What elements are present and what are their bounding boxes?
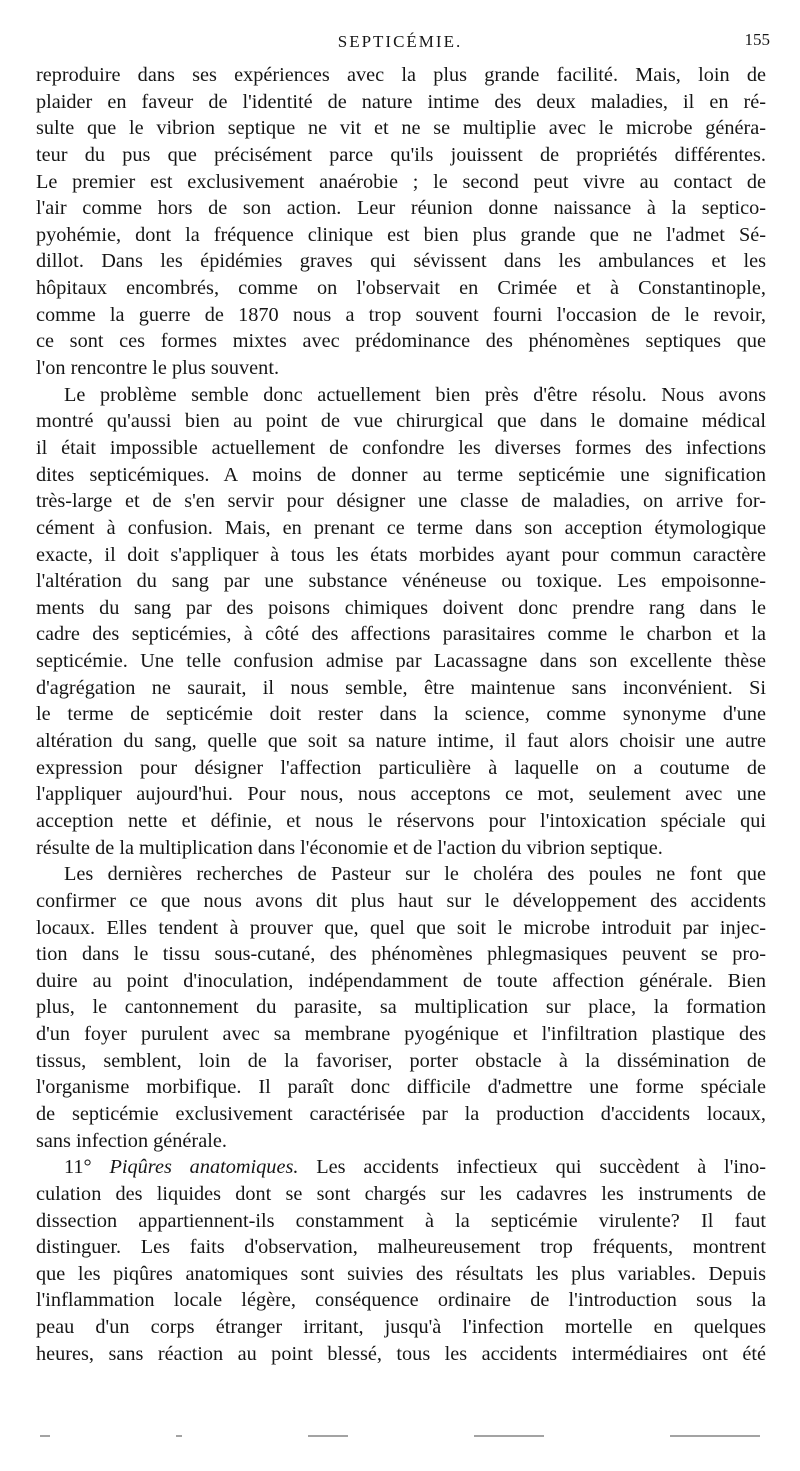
- text-line: cadre des septicémies, à côté des affections parasitaires comme le charbon et la: [36, 623, 766, 646]
- running-title: SEPTICÉMIE.: [337, 32, 463, 51]
- paragraph: [36, 861, 766, 1154]
- text-line: Les accidents infectieux qui succèdent à l'ino-: [316, 1156, 767, 1179]
- section-title: Piqûres anatomiques.: [109, 1156, 299, 1179]
- paragraph: [36, 62, 766, 382]
- text-line: résulte de la multiplication dans l'économie et de l'action du vibrion septique.: [36, 836, 663, 859]
- text-line: dites septicémiques. A moins de donner au terme septicémie une signification: [36, 463, 766, 486]
- paragraph: [36, 382, 766, 862]
- text-line: dissection appartiennent-ils constamment à la septicémie virulente? Il faut: [36, 1209, 766, 1232]
- text-line: ments du sang par des poisons chimiques doivent donc prendre rang dans le: [36, 596, 766, 619]
- text-line: sulte que le vibrion septique ne vit et ne se multiplie avec le microbe généra-: [36, 117, 766, 140]
- section-number: 11°: [64, 1156, 92, 1179]
- text-line: confirmer ce que nous avons dit plus haut sur le développement des accidents: [36, 889, 766, 912]
- ink-mark: [670, 1435, 760, 1437]
- text-line: l'air comme hors de son action. Leur réunion donne naissance à la septico-: [36, 197, 766, 220]
- text-line: l'appliquer aujourd'hui. Pour nous, nous acceptons ce mot, seulement avec une: [36, 783, 766, 806]
- text-line: cément à confusion. Mais, en prenant ce terme dans son acception étymologique: [36, 516, 766, 539]
- text-line: l'on rencontre le plus souvent.: [36, 357, 280, 380]
- text-line: sans infection générale.: [36, 1129, 227, 1152]
- text-line: plaider en faveur de l'identité de nature intime des deux maladies, il en ré-: [36, 90, 766, 113]
- ink-mark: [176, 1435, 182, 1437]
- text-line: l'inflammation locale légère, conséquence ordinaire de l'introduction sous la: [36, 1289, 766, 1312]
- text-line: locaux. Elles tendent à prouver que, quel que soit le microbe introduit par injec-: [36, 916, 766, 939]
- text-line: que les piqûres anatomiques sont suivies des résultats les plus variables. Depuis: [36, 1262, 766, 1285]
- text-line: Le problème semble donc actuellement bien près d'être résolu. Nous avons: [64, 383, 766, 406]
- text-line: dillot. Dans les épidémies graves qui sévissent dans les ambulances et les: [36, 250, 766, 273]
- text-line: montré qu'aussi bien au point de vue chirurgical que dans le domaine médical: [36, 410, 766, 433]
- text-line: d'un foyer purulent avec sa membrane pyogénique et l'infiltration plastique des: [36, 1023, 766, 1046]
- text-line: expression pour désigner l'affection particulière à laquelle on a coutume de: [36, 756, 766, 779]
- ink-mark: [474, 1435, 544, 1437]
- text-line: tissus, semblent, loin de la favoriser, porter obstacle à la dissémination de: [36, 1049, 766, 1072]
- text-line: peau d'un corps étranger irritant, jusqu'à l'infection mortelle en quelques: [36, 1316, 766, 1339]
- text-line: il était impossible actuellement de confondre les diverses formes des infections: [36, 436, 766, 459]
- text-line: septicémie. Une telle confusion admise par Lacassagne dans son excellente thèse: [36, 650, 766, 673]
- text-line: reproduire dans ses expériences avec la plus grande facilité. Mais, loin de: [36, 64, 766, 86]
- paragraph: [36, 1154, 766, 1367]
- ink-mark: [40, 1435, 50, 1437]
- section-heading-line: [36, 1154, 766, 1181]
- text-line: plus, le cantonnement du parasite, sa multiplication sur place, la formation: [36, 996, 766, 1019]
- text-line: duire au point d'inoculation, indépendamment de toute affection générale. Bien: [36, 969, 766, 992]
- text-line: d'agrégation ne saurait, il nous semble, être maintenue sans inconvénient. Si: [36, 676, 766, 699]
- text-line: comme la guerre de 1870 nous a trop souvent fourni l'occasion de le revoir,: [36, 303, 766, 326]
- text-line: altération du sang, quelle que soit sa nature intime, il faut alors choisir une autre: [36, 730, 766, 753]
- text-line: culation des liquides dont se sont chargés sur les cadavres les instruments de: [36, 1182, 766, 1205]
- text-line: Le premier est exclusivement anaérobie ; le second peut vivre au contact de: [36, 170, 766, 193]
- text-line: hôpitaux encombrés, comme on l'observait en Crimée et à Constantinople,: [36, 277, 766, 300]
- text-line: distinguer. Les faits d'observation, malheureusement trop fréquents, montrent: [36, 1236, 766, 1259]
- ink-mark: [308, 1435, 348, 1437]
- text-line: pyohémie, dont la fréquence clinique est bien plus grande que ne l'admet Sé-: [36, 223, 766, 246]
- body-text: [36, 62, 766, 1367]
- text-line: très-large et de s'en servir pour désigner une classe de maladies, on arrive for-: [36, 490, 766, 513]
- text-line: l'organisme morbifique. Il paraît donc difficile d'admettre une forme spéciale: [36, 1076, 766, 1099]
- text-line: ce sont ces formes mixtes avec prédominance des phénomènes septiques que: [36, 330, 766, 353]
- text-line: exacte, il doit s'appliquer à tous les états morbides ayant pour commun caractère: [36, 543, 766, 566]
- page-number: 155: [744, 30, 770, 49]
- text-line: le terme de septicémie doit rester dans la science, comme synonyme d'une: [36, 703, 766, 726]
- text-line: acception nette et définie, et nous le réservons pour l'intoxication spéciale qui: [36, 809, 766, 832]
- text-line: teur du pus que précisément parce qu'ils jouissent de propriétés différentes.: [36, 143, 766, 166]
- text-line: Les dernières recherches de Pasteur sur le choléra des poules ne font que: [64, 863, 766, 886]
- text-line: l'altération du sang par une substance vénéneuse ou toxique. Les empoisonne-: [36, 570, 766, 593]
- text-line: de septicémie exclusivement caractérisée par la production d'accidents locaux,: [36, 1102, 766, 1125]
- text-line: tion dans le tissu sous-cutané, des phénomènes phlegmasiques peuvent se pro-: [36, 943, 766, 966]
- show-through-marks: [40, 1430, 760, 1442]
- text-line: heures, sans réaction au point blessé, tous les accidents intermédiaires ont été: [36, 1342, 766, 1365]
